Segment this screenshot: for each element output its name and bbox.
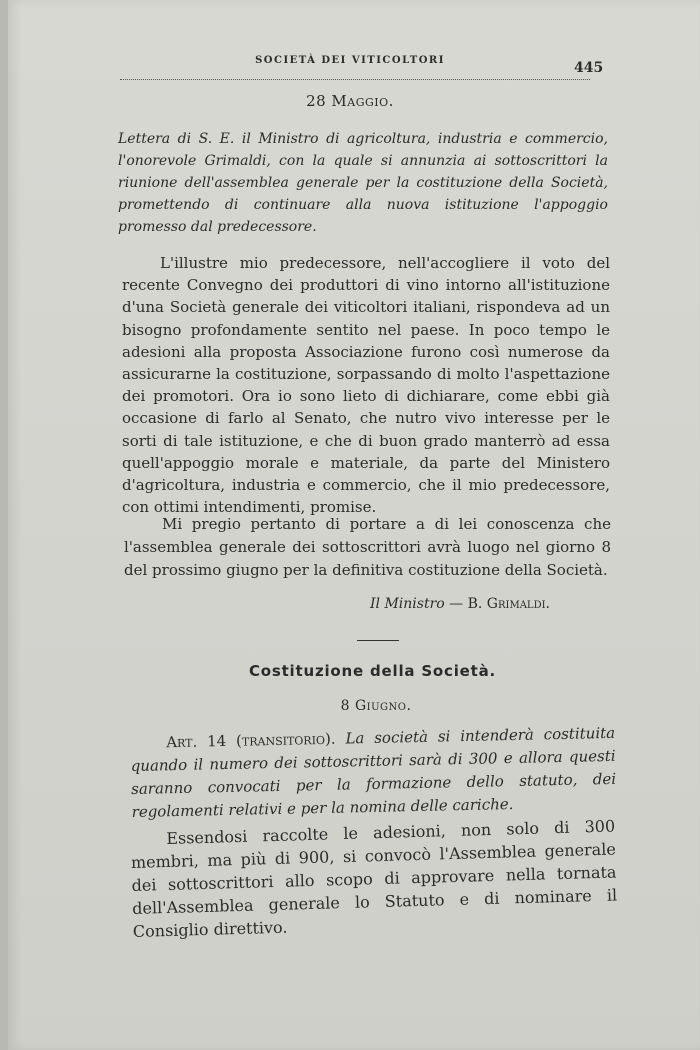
summary-text: Lettera di S. E. il Ministro di agricoltura, industria e commercio, l'onorevole Grimaldi, con la quale si annunzia ai sottoscrittori la riunione dell'assemblea generale per la costituzione della Società, promettendo di continuare alla nuova istituzione l'appoggio promesso dal predecessore. bbox=[118, 131, 608, 235]
letter-date: 28 Maggio. bbox=[306, 92, 394, 110]
closing-block bbox=[130, 814, 618, 942]
section-heading: Costituzione della Società. bbox=[248, 662, 497, 680]
header-rule bbox=[120, 79, 590, 80]
article-paragraph bbox=[130, 722, 617, 824]
article-block bbox=[130, 722, 617, 824]
section-date: 8 Giugno. bbox=[340, 698, 412, 714]
page-number: 445 bbox=[574, 60, 604, 76]
letter-body-continued bbox=[124, 513, 611, 582]
article-text: La società si intenderà costituita quando il numero dei sottoscrittori sarà di 300 e allora questi saranno convocati per la formazione dello statuto, dei regolamenti relativi e per la nomina delle cariche. bbox=[130, 723, 617, 821]
letter-paragraph-2: Mi pregio pertanto di portare a di lei conoscenza che l'assemblea generale dei sottoscrittori avrà luogo nel giorno 8 del prossimo giugno per la definitiva costituzione della Società. bbox=[124, 515, 611, 579]
closing-paragraph: Essendosi raccolte le adesioni, non solo di 300 membri, ma più di 900, si convocò l'Assemblea generale dei sottoscrittori allo scopo di approvare nella tornata dell'Assemblea generale lo Statuto e di nominare il Consiglio direttivo. bbox=[130, 816, 618, 941]
letter-body bbox=[122, 252, 610, 518]
letter-paragraph-1: L'illustre mio predecessore, nell'accogliere il voto del recente Convegno dei produttori di vino intorno all'istituzione d'una Società generale dei viticoltori italiani, rispondeva ad un bisogno profondamente sentito nel paese. In poco tempo le adesioni alla proposta Associazione furono così numerose da assicurarne la costituzione, sorpassando di molto l'aspettazione dei promotori. Ora io sono lieto di dichiarare, come ebbi già occasione di farlo al Senato, che nutro vivo interesse per le sorti di tale istituzione, e che di buon grado manterrò ad essa quell'appoggio morale e materiale, da parte del Ministero d'agricoltura, industria e commercio, che il mio predecessore, con ottimi intendimenti, promise. bbox=[122, 254, 610, 517]
signature-title: Il Ministro bbox=[370, 596, 445, 612]
signature-name: B. Grimaldi. bbox=[467, 596, 550, 612]
letter-summary bbox=[118, 128, 608, 238]
running-head: SOCIETÀ DEI VITICOLTORI bbox=[255, 55, 445, 66]
signature-dash: — bbox=[449, 596, 464, 612]
article-label: Art. 14 (transitorio). bbox=[166, 729, 336, 752]
letter-signature bbox=[370, 596, 610, 612]
section-separator bbox=[357, 640, 399, 641]
